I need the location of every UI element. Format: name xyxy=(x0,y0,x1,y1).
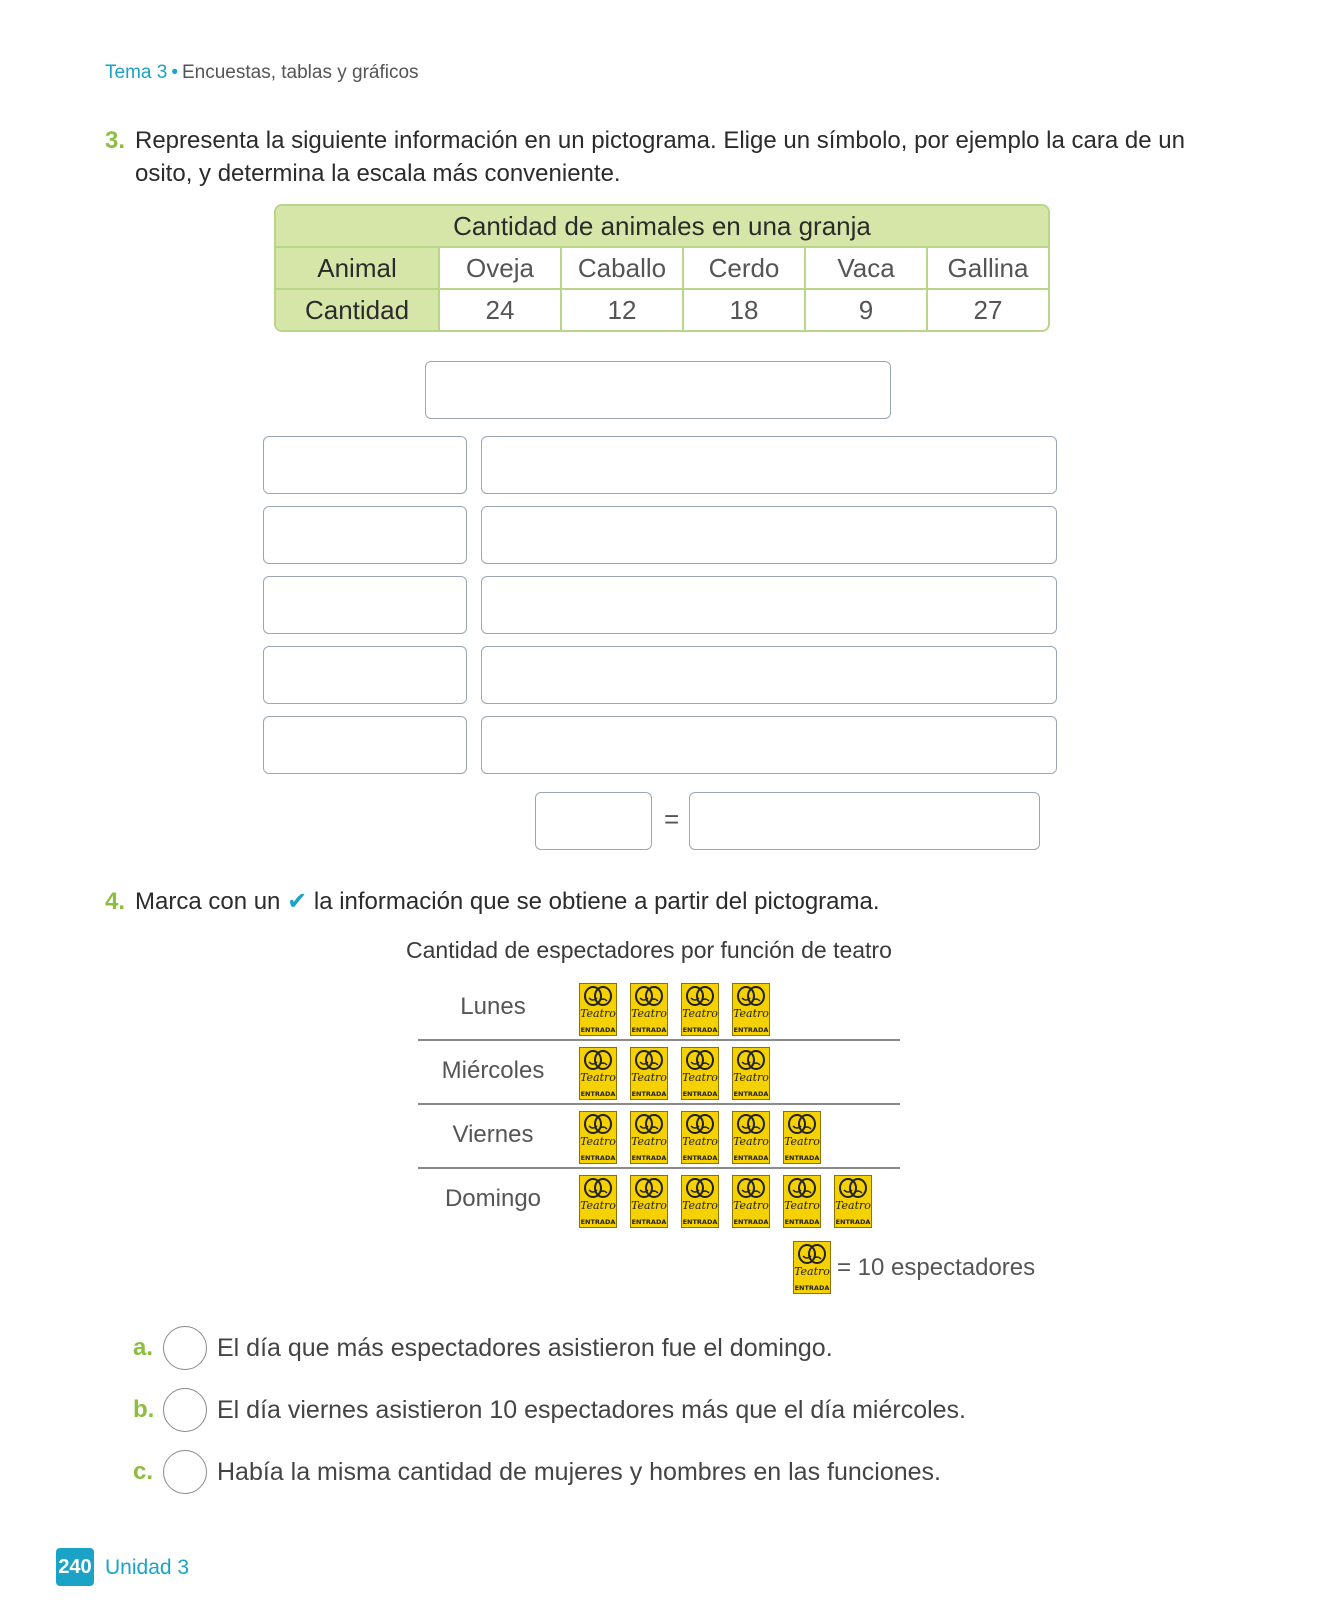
table-cell: 9 xyxy=(806,290,928,330)
exercise-4-text xyxy=(135,888,880,915)
svg-text:Teatro: Teatro xyxy=(682,1007,718,1020)
table-cell: Oveja xyxy=(440,248,562,288)
svg-text:ENTRADA: ENTRADA xyxy=(784,1154,820,1162)
legend-text: = 10 espectadores xyxy=(837,1253,1036,1281)
scale-value-box[interactable] xyxy=(689,792,1040,850)
page-number: 240 xyxy=(56,1548,94,1586)
teatro-ticket-icon xyxy=(681,1047,719,1100)
option-text: Había la misma cantidad de mujeres y hombres en las funciones. xyxy=(217,1457,941,1486)
symbols-box-4[interactable] xyxy=(481,646,1057,704)
table-cell: Vaca xyxy=(806,248,928,288)
option-b-checkbox[interactable] xyxy=(163,1388,207,1432)
table-cell: Caballo xyxy=(562,248,684,288)
option-letter: b. xyxy=(133,1396,155,1423)
table-cell: 24 xyxy=(440,290,562,330)
table-cell: 27 xyxy=(973,295,1003,325)
pictogram-legend xyxy=(793,1241,1035,1294)
svg-text:ENTRADA: ENTRADA xyxy=(631,1090,667,1098)
teatro-ticket-icon xyxy=(783,1175,821,1228)
svg-text:Teatro: Teatro xyxy=(580,1135,616,1148)
exercise-3-text: Representa la siguiente información en un pictograma. Elige un símbolo, por ejemplo la cara de un osito, y determina la escala más conveniente. xyxy=(135,127,1185,187)
row-label: Lunes xyxy=(460,993,526,1020)
teatro-ticket-icon xyxy=(732,1111,770,1164)
teatro-ticket-icon xyxy=(579,1047,617,1100)
symbols-box-2[interactable] xyxy=(481,506,1057,564)
label-box-4[interactable] xyxy=(263,646,467,704)
teatro-ticket-icon xyxy=(732,1175,770,1228)
svg-text:ENTRADA: ENTRADA xyxy=(784,1218,820,1226)
pictogram-title-box[interactable] xyxy=(425,361,891,419)
teatro-ticket-icon xyxy=(579,983,617,1036)
svg-text:ENTRADA: ENTRADA xyxy=(682,1026,718,1034)
teatro-ticket-icon xyxy=(783,1111,821,1164)
svg-text:Teatro: Teatro xyxy=(733,1199,769,1212)
tema-label: Tema 3 xyxy=(105,62,168,83)
label-box-1[interactable] xyxy=(263,436,467,494)
svg-text:ENTRADA: ENTRADA xyxy=(682,1090,718,1098)
pictogram-row xyxy=(418,975,900,1039)
table-row-cantidad xyxy=(276,288,1048,330)
svg-text:Teatro: Teatro xyxy=(733,1071,769,1084)
svg-text:Teatro: Teatro xyxy=(682,1135,718,1148)
table-header-animal: Animal xyxy=(276,248,440,288)
table-cell: Cerdo xyxy=(684,248,806,288)
svg-text:ENTRADA: ENTRADA xyxy=(580,1026,616,1034)
option-c-checkbox[interactable] xyxy=(163,1450,207,1494)
teatro-ticket-icon xyxy=(732,983,770,1036)
table-header-cantidad: Cantidad xyxy=(276,290,440,330)
legend-icon-slot xyxy=(793,1241,831,1294)
row-label: Viernes xyxy=(452,1121,534,1148)
pictogram-row xyxy=(418,1103,900,1167)
row-icons xyxy=(579,1047,783,1100)
option-text: El día viernes asistieron 10 espectadores más que el día miércoles. xyxy=(217,1395,966,1424)
teatro-ticket-icon xyxy=(681,1111,719,1164)
svg-text:Teatro: Teatro xyxy=(631,1071,667,1084)
svg-text:Teatro: Teatro xyxy=(580,1007,616,1020)
svg-text:Teatro: Teatro xyxy=(631,1199,667,1212)
svg-text:Teatro: Teatro xyxy=(784,1135,820,1148)
svg-text:ENTRADA: ENTRADA xyxy=(733,1026,769,1034)
svg-text:Teatro: Teatro xyxy=(631,1007,667,1020)
exercise-4-text-after: la información que se obtiene a partir del pictograma. xyxy=(313,888,880,915)
svg-text:ENTRADA: ENTRADA xyxy=(631,1218,667,1226)
exercise-3 xyxy=(105,124,1215,190)
svg-text:Teatro: Teatro xyxy=(580,1071,616,1084)
svg-text:ENTRADA: ENTRADA xyxy=(794,1284,830,1292)
scale-symbol-box[interactable] xyxy=(535,792,652,850)
table-row-animal xyxy=(276,246,1048,288)
teatro-ticket-icon xyxy=(579,1175,617,1228)
teatro-ticket-icon xyxy=(579,1111,617,1164)
row-icons xyxy=(579,1111,834,1164)
animals-table xyxy=(274,204,1050,332)
pictogram-row xyxy=(418,1167,900,1231)
option-text: El día que más espectadores asistieron fue el domingo. xyxy=(217,1333,833,1362)
svg-text:Teatro: Teatro xyxy=(794,1265,830,1278)
pictogram-title: Cantidad de espectadores por función de teatro xyxy=(406,937,892,963)
svg-text:ENTRADA: ENTRADA xyxy=(733,1218,769,1226)
exercise-4-text-before: Marca con un xyxy=(135,888,281,915)
exercise-4 xyxy=(105,885,1215,918)
option-c xyxy=(133,1450,941,1494)
row-label: Domingo xyxy=(444,1185,542,1212)
label-box-5[interactable] xyxy=(263,716,467,774)
label-box-3[interactable] xyxy=(263,576,467,634)
svg-text:ENTRADA: ENTRADA xyxy=(631,1026,667,1034)
teatro-ticket-icon xyxy=(630,983,668,1036)
svg-text:Teatro: Teatro xyxy=(682,1199,718,1212)
label-box-2[interactable] xyxy=(263,506,467,564)
header-subtitle: Encuestas, tablas y gráficos xyxy=(181,62,419,83)
svg-text:Teatro: Teatro xyxy=(682,1071,718,1084)
svg-text:Teatro: Teatro xyxy=(733,1007,769,1020)
equals-sign: = xyxy=(664,804,680,834)
exercise-4-number: 4. xyxy=(105,888,126,915)
option-letter: a. xyxy=(133,1334,154,1361)
table-title: Cantidad de animales en una granja xyxy=(276,206,1048,246)
teatro-ticket-icon xyxy=(630,1175,668,1228)
teatro-ticket-icon xyxy=(681,1175,719,1228)
svg-text:ENTRADA: ENTRADA xyxy=(580,1154,616,1162)
svg-text:Teatro: Teatro xyxy=(784,1199,820,1212)
option-b xyxy=(133,1388,966,1432)
option-a xyxy=(133,1326,833,1370)
option-letter: c. xyxy=(133,1458,154,1485)
table-cell: Gallina xyxy=(947,253,1029,283)
teatro-ticket-icon xyxy=(793,1241,831,1294)
page-header xyxy=(105,62,419,84)
header-separator: • xyxy=(171,62,178,83)
svg-text:ENTRADA: ENTRADA xyxy=(580,1090,616,1098)
exercise-3-number: 3. xyxy=(105,127,126,154)
table-cell: 18 xyxy=(684,290,806,330)
teatro-ticket-icon xyxy=(630,1047,668,1100)
svg-text:ENTRADA: ENTRADA xyxy=(835,1218,871,1226)
svg-text:Teatro: Teatro xyxy=(733,1135,769,1148)
row-label: Miércoles xyxy=(441,1057,545,1084)
pictogram-row xyxy=(418,1039,900,1103)
table-cell: 12 xyxy=(562,290,684,330)
svg-text:Teatro: Teatro xyxy=(580,1199,616,1212)
checkmark-icon: ✔ xyxy=(287,888,308,915)
svg-text:ENTRADA: ENTRADA xyxy=(631,1154,667,1162)
svg-text:Teatro: Teatro xyxy=(631,1135,667,1148)
row-icons xyxy=(579,1175,885,1228)
svg-text:ENTRADA: ENTRADA xyxy=(682,1154,718,1162)
option-a-checkbox[interactable] xyxy=(163,1326,207,1370)
symbols-box-1[interactable] xyxy=(481,436,1057,494)
unit-label: Unidad 3 xyxy=(105,1556,190,1579)
teatro-ticket-icon xyxy=(681,983,719,1036)
teatro-ticket-icon xyxy=(834,1175,872,1228)
svg-text:ENTRADA: ENTRADA xyxy=(733,1154,769,1162)
teatro-ticket-icon xyxy=(732,1047,770,1100)
symbols-box-5[interactable] xyxy=(481,716,1057,774)
symbols-box-3[interactable] xyxy=(481,576,1057,634)
teatro-ticket-icon xyxy=(630,1111,668,1164)
svg-text:Teatro: Teatro xyxy=(835,1199,871,1212)
svg-text:ENTRADA: ENTRADA xyxy=(733,1090,769,1098)
row-icons xyxy=(579,983,783,1036)
svg-text:ENTRADA: ENTRADA xyxy=(580,1218,616,1226)
svg-text:ENTRADA: ENTRADA xyxy=(682,1218,718,1226)
